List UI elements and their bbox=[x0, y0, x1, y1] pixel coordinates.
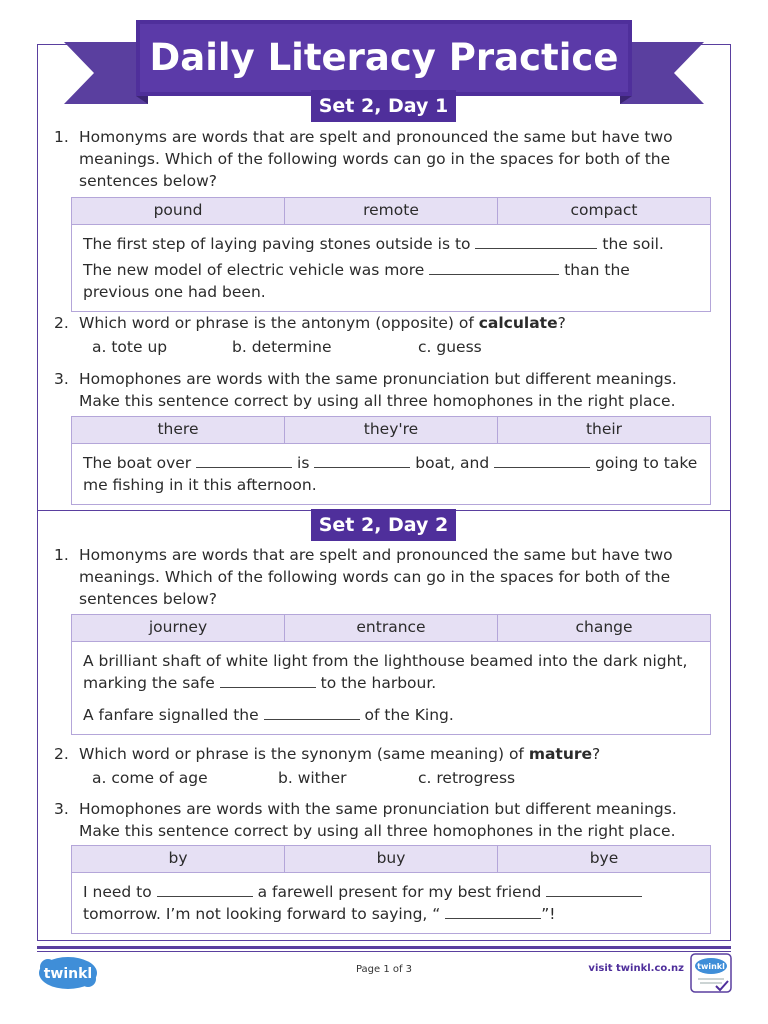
key-word: mature bbox=[528, 745, 593, 763]
day1-question-1 bbox=[54, 126, 714, 192]
day2-tab: Set 2, Day 2 bbox=[311, 509, 456, 541]
day2-question-1 bbox=[54, 544, 714, 610]
question-number: 3. bbox=[54, 800, 69, 818]
word-option: there bbox=[72, 417, 285, 443]
sentence-text: A fanfare signalled the bbox=[83, 706, 259, 724]
page-title: Daily Literacy Practice bbox=[149, 35, 619, 79]
word-option: buy bbox=[285, 846, 498, 872]
question-text: ? bbox=[557, 314, 566, 332]
sentence-text: The first step of laying paving stones outside is to bbox=[83, 235, 471, 253]
word-option: their bbox=[585, 420, 623, 438]
question-number: 1. bbox=[54, 128, 69, 146]
day1-q3-word-box bbox=[71, 416, 711, 505]
option-c[interactable]: c. retrogress bbox=[418, 769, 516, 787]
question-number: 3. bbox=[54, 370, 69, 388]
sentence-text: ”! bbox=[541, 905, 556, 923]
footer-rule bbox=[37, 946, 731, 949]
quality-badge-icon bbox=[690, 953, 732, 993]
word-option: compact bbox=[570, 201, 638, 219]
sentence-text: tomorrow. I’m not looking forward to saying, “ bbox=[83, 905, 441, 923]
sentence-text: going to take me fishing in it this afternoon. bbox=[83, 454, 698, 494]
day1-question-2 bbox=[54, 312, 714, 334]
option-a[interactable]: a. tote up bbox=[92, 338, 168, 356]
word-option: entrance bbox=[285, 615, 498, 641]
question-text: Homonyms are words that are spelt and pronounced the same but have two meanings. Which of the following words can go in the spaces for both of the sentences below? bbox=[79, 546, 673, 608]
sentence-text: A brilliant shaft of white light from the lighthouse beamed into the dark night, marking the safe bbox=[83, 652, 688, 692]
question-number: 1. bbox=[54, 546, 69, 564]
footer-rule-thin bbox=[37, 951, 731, 952]
question-number: 2. bbox=[54, 745, 69, 763]
day2-question-3 bbox=[54, 798, 714, 842]
answer-blank[interactable] bbox=[264, 706, 360, 720]
word-option: pound bbox=[72, 198, 285, 224]
sentence-text: The boat over bbox=[83, 454, 192, 472]
word-option: by bbox=[72, 846, 285, 872]
day2-q1-word-box bbox=[71, 614, 711, 735]
answer-blank[interactable] bbox=[314, 454, 410, 468]
answer-blank[interactable] bbox=[157, 883, 253, 897]
day1-tab: Set 2, Day 1 bbox=[311, 90, 456, 122]
visit-link[interactable]: visit twinkl.co.nz bbox=[588, 963, 684, 974]
option-a[interactable]: a. come of age bbox=[92, 769, 208, 787]
word-option: remote bbox=[285, 198, 498, 224]
day1-question-3 bbox=[54, 368, 714, 412]
sentence-text: I need to bbox=[83, 883, 152, 901]
answer-blank[interactable] bbox=[445, 905, 541, 919]
sentence-text: the soil. bbox=[602, 235, 664, 253]
sentence-text: of the King. bbox=[364, 706, 454, 724]
sentence-text: The new model of electric vehicle was more bbox=[83, 261, 425, 279]
answer-blank[interactable] bbox=[494, 454, 590, 468]
sentence-text: boat, and bbox=[415, 454, 490, 472]
question-text: Homophones are words with the same pronunciation but different meanings. Make this sentence correct by using all three homophones in the right place. bbox=[79, 370, 677, 410]
answer-blank[interactable] bbox=[475, 235, 597, 249]
sentence-text: than the previous one had been. bbox=[83, 261, 630, 301]
day1-q1-word-box bbox=[71, 197, 711, 312]
answer-blank[interactable] bbox=[196, 454, 292, 468]
word-option: bye bbox=[589, 849, 619, 867]
option-b[interactable]: b. wither bbox=[278, 769, 347, 787]
badge-text: twinkl bbox=[697, 962, 725, 971]
word-option: they're bbox=[285, 417, 498, 443]
answer-blank[interactable] bbox=[429, 261, 559, 275]
logo-text: twinkl bbox=[43, 966, 93, 982]
question-text: ? bbox=[592, 745, 601, 763]
sentence-text: a farewell present for my best friend bbox=[257, 883, 542, 901]
option-c[interactable]: c. guess bbox=[418, 338, 482, 356]
word-option: change bbox=[575, 618, 633, 636]
page-number: Page 1 of 3 bbox=[355, 964, 413, 975]
sentence-text: to the harbour. bbox=[320, 674, 437, 692]
word-option: journey bbox=[72, 615, 285, 641]
question-text: Which word or phrase is the antonym (opposite) of bbox=[79, 314, 479, 332]
answer-blank[interactable] bbox=[546, 883, 642, 897]
answer-blank[interactable] bbox=[220, 674, 316, 688]
option-b[interactable]: b. determine bbox=[232, 338, 332, 356]
question-number: 2. bbox=[54, 314, 69, 332]
key-word: calculate bbox=[478, 314, 558, 332]
sentence-text: is bbox=[297, 454, 310, 472]
question-text: Which word or phrase is the synonym (same meaning) of bbox=[79, 745, 529, 763]
day2-question-2 bbox=[54, 743, 714, 765]
day2-q3-word-box bbox=[71, 845, 711, 934]
question-text: Homonyms are words that are spelt and pronounced the same but have two meanings. Which of the following words can go in the spaces for both of the sentences below? bbox=[79, 128, 673, 190]
question-text: Homophones are words with the same pronunciation but different meanings. Make this sentence correct by using all three homophones in the right place. bbox=[79, 800, 677, 840]
